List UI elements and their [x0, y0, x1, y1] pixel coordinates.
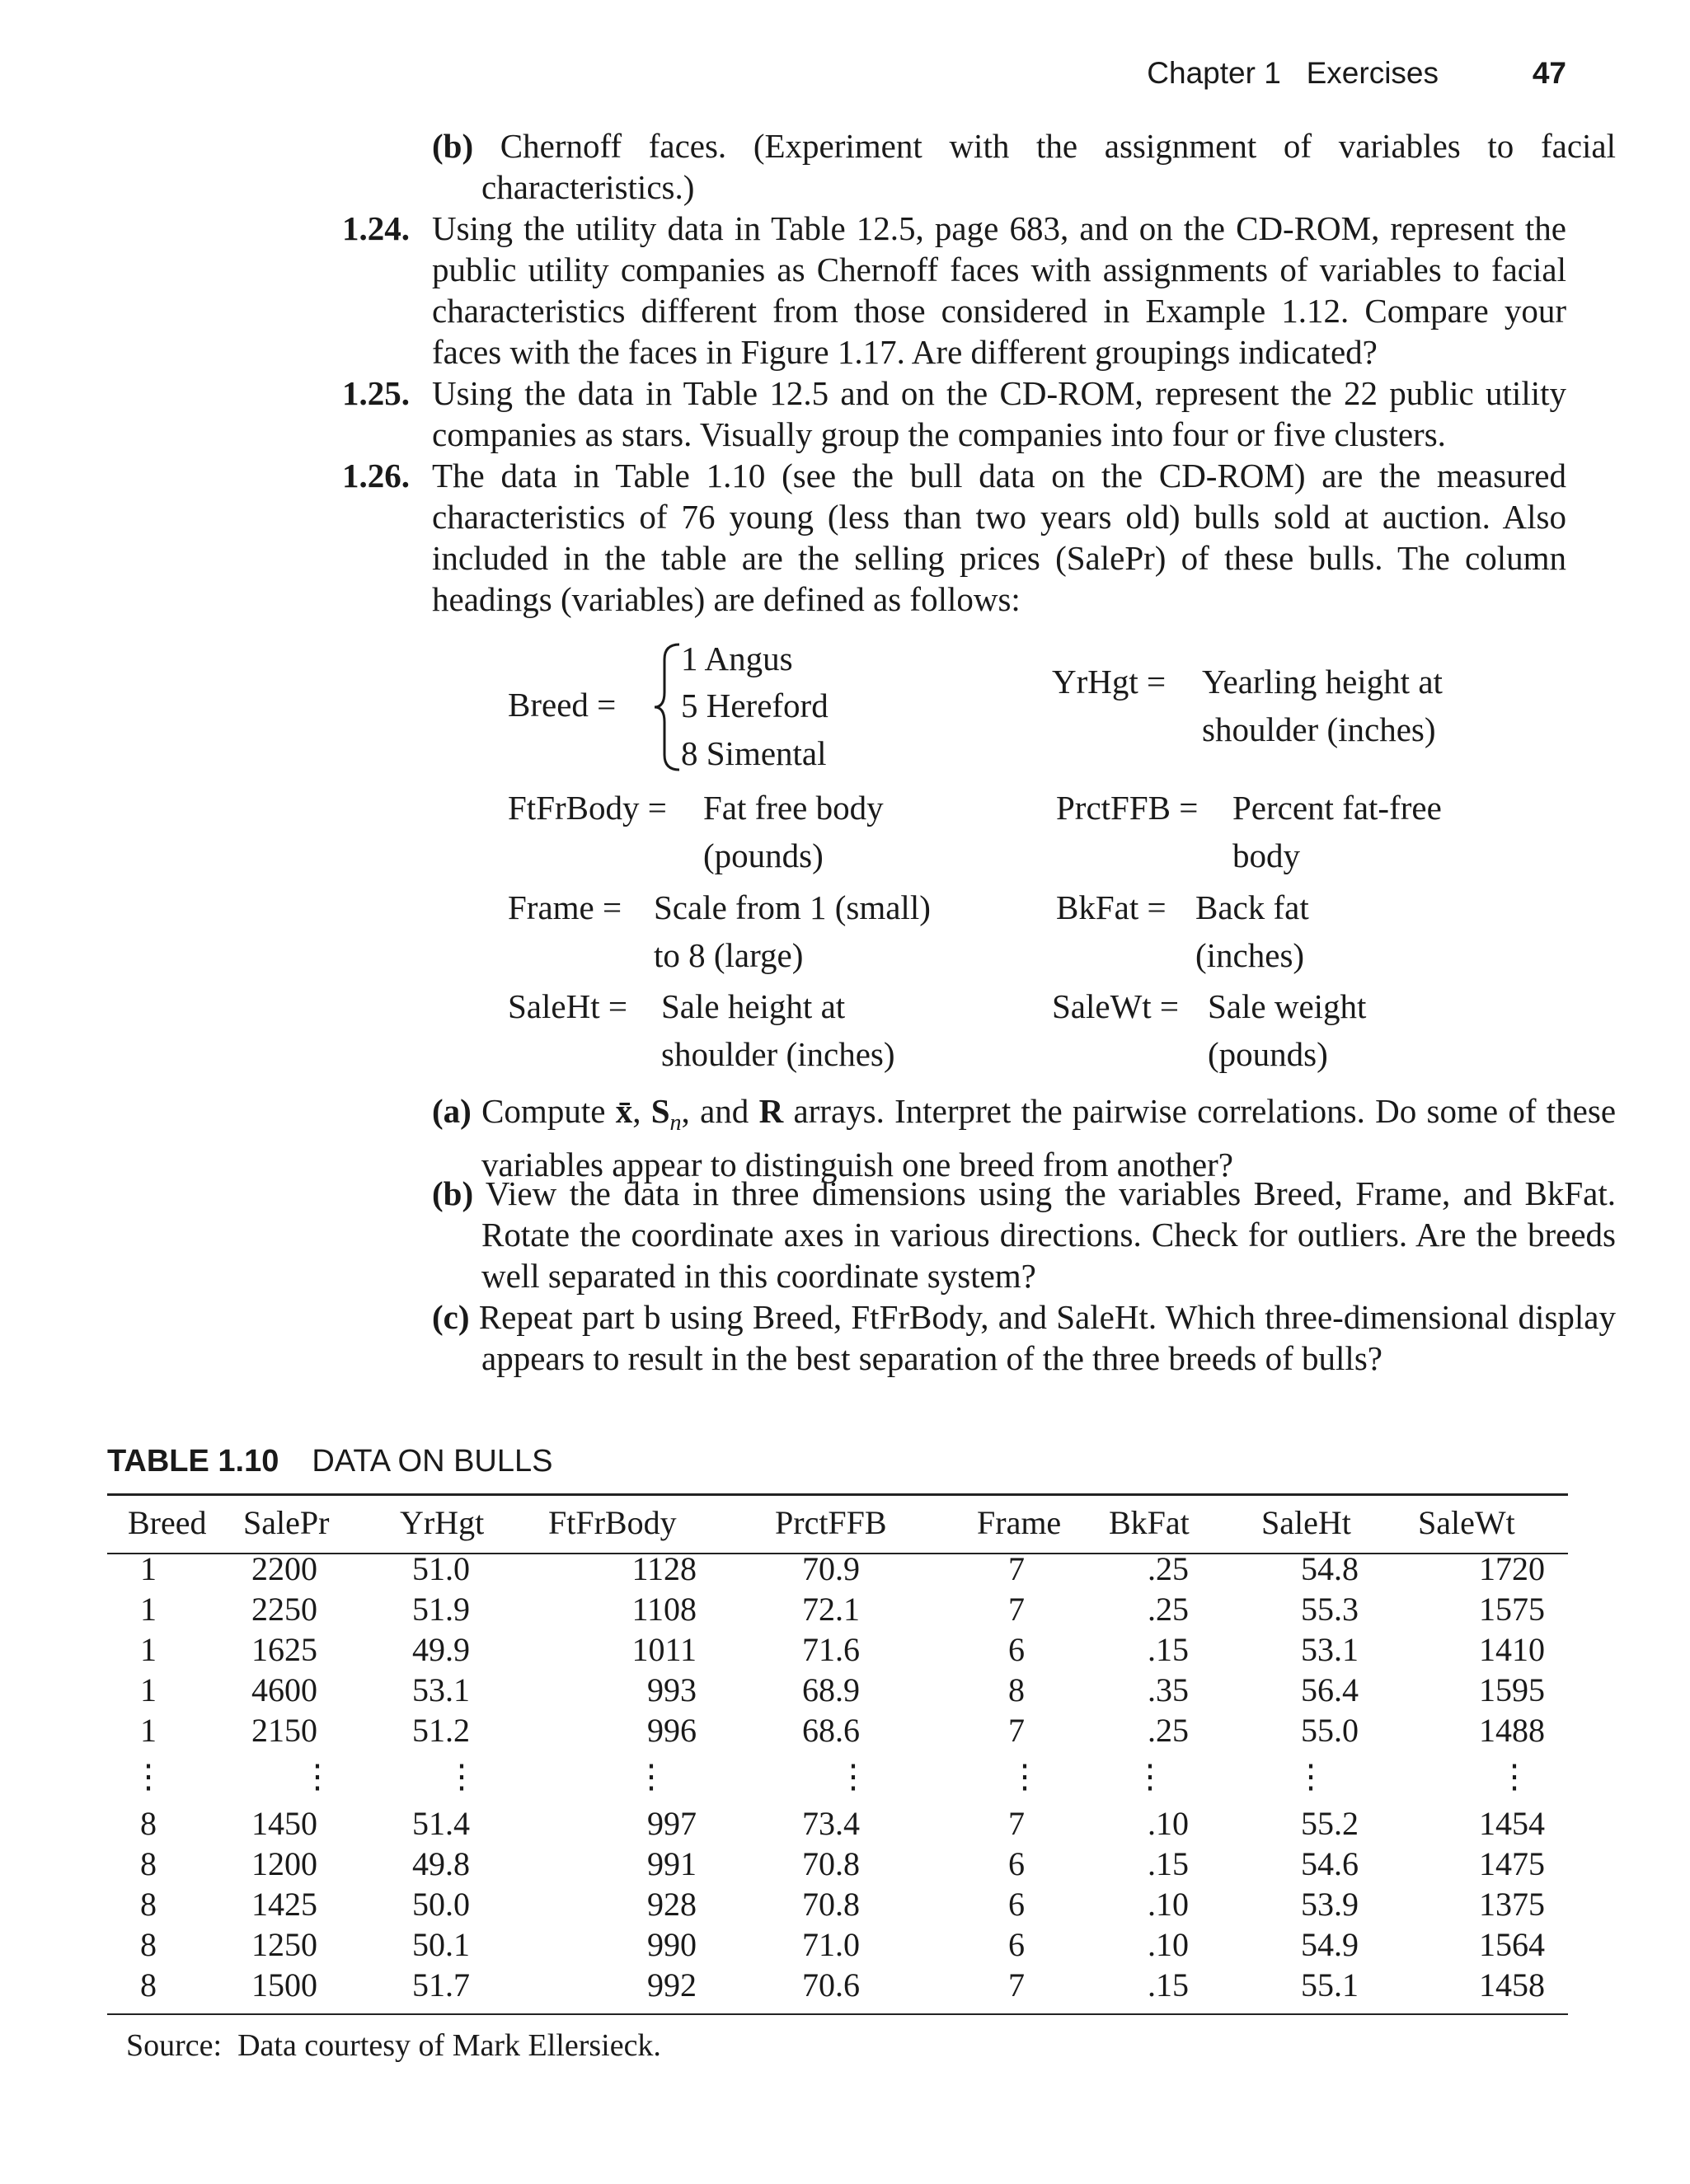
exercise-number-1-24: 1.24. [342, 209, 410, 247]
part-label: (b) [432, 127, 474, 165]
table-cell-bkfat: .25 [1148, 1591, 1189, 1628]
table-cell-ftfrbody: 991 [647, 1845, 697, 1882]
table-row [107, 1965, 1568, 2005]
table-cell-saleht: 56.4 [1301, 1671, 1359, 1708]
part-a-sep-2: , and [681, 1092, 759, 1130]
chapter-title: Chapter 1 Exercises [1147, 56, 1439, 90]
table-cell-salepr: 1625 [251, 1631, 317, 1668]
table-cell-frame: 6 [1008, 1926, 1025, 1963]
bkfat-def-line2: (inches) [1195, 936, 1305, 974]
vertical-ellipsis: ⋮ [1498, 1758, 1531, 1795]
part-b-label: (b) [432, 1174, 474, 1212]
table-cell-prctffb: 70.8 [802, 1886, 860, 1923]
table-cell-ftfrbody: 993 [647, 1671, 697, 1708]
table-cell-bkfat: .15 [1148, 1845, 1189, 1882]
table-cell-prctffb: 68.9 [802, 1671, 860, 1708]
ftfrbody-term: FtFrBody = [508, 789, 667, 827]
frame-def-line2: to 8 (large) [654, 936, 804, 974]
covariance-subscript: n [669, 1110, 682, 1137]
table-caption [107, 1444, 552, 1479]
table-cell-bkfat: .15 [1148, 1966, 1189, 2004]
col-header-bkfat: BkFat [1109, 1503, 1190, 1541]
saleht-def-line2: shoulder (inches) [661, 1035, 895, 1073]
vertical-ellipsis: ⋮ [1134, 1758, 1167, 1795]
table-row [107, 1884, 1568, 1924]
table-cell-salepr: 4600 [251, 1671, 317, 1708]
vertical-ellipsis: ⋮ [445, 1758, 478, 1795]
table-cell-prctffb: 71.0 [802, 1926, 860, 1963]
table-cell-breed: 1 [140, 1712, 157, 1749]
table-cell-ftfrbody: 1011 [631, 1631, 697, 1668]
vertical-ellipsis: ⋮ [1008, 1758, 1041, 1795]
salewt-term: SaleWt = [1052, 987, 1180, 1025]
table-cell-yrhgt: 49.8 [412, 1845, 470, 1882]
table-cell-ftfrbody: 990 [647, 1926, 697, 1963]
table-cell-frame: 7 [1008, 1550, 1025, 1587]
breed-option-angus: 1 Angus [681, 640, 793, 677]
table-row [107, 1549, 1568, 1589]
table-cell-breed: 8 [140, 1805, 157, 1842]
table-cell-salewt: 1564 [1479, 1926, 1545, 1963]
vertical-ellipsis: ⋮ [301, 1758, 334, 1795]
table-cell-saleht: 55.0 [1301, 1712, 1359, 1749]
table-cell-frame: 7 [1008, 1966, 1025, 2004]
col-header-salepr: SalePr [243, 1503, 330, 1541]
table-cell-salepr: 1500 [251, 1966, 317, 2004]
table-cell-breed: 1 [140, 1631, 157, 1668]
col-header-saleht: SaleHt [1261, 1503, 1351, 1541]
table-cell-breed: 1 [140, 1550, 157, 1587]
table-cell-breed: 8 [140, 1886, 157, 1923]
exercise-number-1-25: 1.25. [342, 374, 410, 412]
correlation-symbol: R [758, 1092, 784, 1130]
prctffb-term: PrctFFB = [1056, 789, 1199, 827]
table-cell-prctffb: 68.6 [802, 1712, 860, 1749]
prctffb-def-line2 [1232, 832, 1300, 879]
table-cell-bkfat: .10 [1148, 1886, 1189, 1923]
vertical-ellipsis: ⋮ [1294, 1758, 1327, 1795]
table-cell-frame: 6 [1008, 1845, 1025, 1882]
table-cell-salepr: 2150 [251, 1712, 317, 1749]
table-cell-breed: 8 [140, 1926, 157, 1963]
table-cell-yrhgt: 51.7 [412, 1966, 470, 2004]
salewt-def-line2: (pounds) [1208, 1035, 1328, 1073]
table-source-note: Source: Data courtesy of Mark Ellersieck. [126, 2028, 661, 2063]
table-cell-frame: 8 [1008, 1671, 1025, 1708]
table-cell-yrhgt: 51.4 [412, 1805, 470, 1842]
table-cell-saleht: 53.1 [1301, 1631, 1359, 1668]
table-cell-salepr: 1450 [251, 1805, 317, 1842]
table-cell-salewt: 1410 [1479, 1631, 1545, 1668]
table-cell-ftfrbody: 928 [647, 1886, 697, 1923]
table-cell-ftfrbody: 1128 [631, 1550, 697, 1587]
table-header-row [107, 1496, 1568, 1549]
table-cell-frame: 7 [1008, 1805, 1025, 1842]
table-cell-bkfat: .10 [1148, 1926, 1189, 1963]
data-table [107, 1496, 1568, 2005]
table-row [107, 1670, 1568, 1710]
table-cell-salewt: 1458 [1479, 1966, 1545, 2004]
table-cell-breed: 8 [140, 1966, 157, 2004]
table-cell-breed: 1 [140, 1591, 157, 1628]
vertical-ellipsis: ⋮ [635, 1758, 668, 1795]
table-cell-ftfrbody: 997 [647, 1805, 697, 1842]
table-cell-salepr: 1425 [251, 1886, 317, 1923]
table-cell-yrhgt: 51.9 [412, 1591, 470, 1628]
part-c-label: (c) [432, 1298, 470, 1336]
table-cell-ftfrbody: 992 [647, 1966, 697, 2004]
table-cell-yrhgt: 50.0 [412, 1886, 470, 1923]
exercise-1-26-part-b [432, 1173, 1616, 1296]
table-ellipsis-row [107, 1750, 1568, 1803]
table-cell-prctffb: 70.6 [802, 1966, 860, 2004]
running-header [0, 56, 1566, 97]
table-cell-salewt: 1595 [1479, 1671, 1545, 1708]
table-row [107, 1710, 1568, 1750]
table-cell-prctffb: 72.1 [802, 1591, 860, 1628]
prctffb-def-line2-text: body [1232, 837, 1300, 874]
table-cell-frame: 7 [1008, 1712, 1025, 1749]
bkfat-term: BkFat = [1056, 888, 1167, 926]
mean-vector-symbol: x̄ [615, 1092, 633, 1130]
page-number: 47 [1532, 56, 1566, 90]
table-row [107, 1589, 1568, 1629]
exercise-number-1-26: 1.26. [342, 457, 410, 494]
yrhgt-term: YrHgt = [1052, 663, 1167, 701]
part-a-sep-1: , [632, 1092, 651, 1130]
exercise-1-26-part-a [432, 1090, 1616, 1185]
table-cell-yrhgt: 51.2 [412, 1712, 470, 1749]
exercise-1-25-text: Using the data in Table 12.5 and on the CD-ROM, represent the 22 public utility companies as stars. Visually group the companies into four or five clusters. [432, 374, 1566, 453]
exercise-1-26-part-c [432, 1296, 1616, 1379]
covariance-symbol: S [650, 1092, 670, 1130]
table-cell-ftfrbody: 996 [647, 1712, 697, 1749]
table-cell-salepr: 1200 [251, 1845, 317, 1882]
yrhgt-def-line2: shoulder (inches) [1202, 710, 1436, 748]
table-cell-bkfat: .35 [1148, 1671, 1189, 1708]
prctffb-def-line1: Percent fat-free [1232, 789, 1442, 827]
ftfrbody-def-line2 [703, 832, 824, 879]
table-cell-salepr: 2200 [251, 1550, 317, 1587]
table-cell-yrhgt: 49.9 [412, 1631, 470, 1668]
table-cell-yrhgt: 53.1 [412, 1671, 470, 1708]
bkfat-def-line1: Back fat [1195, 888, 1309, 926]
table-cell-saleht: 55.3 [1301, 1591, 1359, 1628]
table-cell-saleht: 55.1 [1301, 1966, 1359, 2004]
table-row [107, 1844, 1568, 1884]
part-b-text: View the data in three dimensions using the variables Breed, Frame, and BkFat. Rotate the coordinate axes in various directions. Check for outliers. Are the breeds well separated in this coordinate system? [473, 1174, 1616, 1295]
breed-term: Breed = [508, 686, 617, 724]
col-header-salewt: SaleWt [1418, 1503, 1515, 1541]
table-cell-bkfat: .25 [1148, 1712, 1189, 1749]
col-header-ftfrbody: FtFrBody [548, 1503, 677, 1541]
part-a-text-1: Compute [471, 1092, 616, 1130]
table-number: TABLE 1.10 [107, 1444, 279, 1479]
table-cell-bkfat: .15 [1148, 1631, 1189, 1668]
table-cell-prctffb: 70.9 [802, 1550, 860, 1587]
salewt-def-line1: Sale weight [1208, 987, 1367, 1025]
saleht-term: SaleHt = [508, 987, 627, 1025]
table-cell-saleht: 53.9 [1301, 1886, 1359, 1923]
vertical-ellipsis: ⋮ [837, 1758, 870, 1795]
left-brace-icon [651, 641, 684, 773]
table-cell-prctffb: 70.8 [802, 1845, 860, 1882]
table-cell-salewt: 1454 [1479, 1805, 1545, 1842]
table-cell-salewt: 1720 [1479, 1550, 1545, 1587]
table-row [107, 1629, 1568, 1670]
exercise-1-26-text: The data in Table 1.10 (see the bull data on the CD-ROM) are the measured characteristics of 76 young (less than two years old) bulls sold at auction. Also included in the table are the selling prices (SalePr) of these bulls. The column headings (variables) are defined as follows: [432, 457, 1566, 618]
table-bottom-rule [107, 2013, 1568, 2015]
exercise-1-24-text: Using the utility data in Table 12.5, page 683, and on the CD-ROM, represent the public utility companies as Chernoff faces with assignments of variables to facial characteristics different from those considered in Example 1.12. Compare your faces with the faces in Figure 1.17. Are different groupings indicated? [432, 209, 1566, 371]
table-cell-frame: 6 [1008, 1886, 1025, 1923]
yrhgt-def-line1: Yearling height at [1202, 663, 1443, 701]
table-cell-bkfat: .25 [1148, 1550, 1189, 1587]
saleht-def-line1: Sale height at [661, 987, 846, 1025]
table-cell-yrhgt: 51.0 [412, 1550, 470, 1587]
breed-option-hereford: 5 Hereford [681, 687, 829, 724]
part-c-text: Repeat part b using Breed, FtFrBody, and SaleHt. Which three-dimensional display appears to result in the best separation of the three breeds of bulls? [469, 1298, 1616, 1377]
breed-option-simental: 8 Simental [681, 734, 827, 772]
part-text: Chernoff faces. (Experiment with the assignment of variables to facial characteristics.) [473, 127, 1616, 206]
table-cell-ftfrbody: 1108 [631, 1591, 697, 1628]
table-cell-prctffb: 71.6 [802, 1631, 860, 1668]
table-cell-saleht: 54.9 [1301, 1926, 1359, 1963]
table-cell-salepr: 1250 [251, 1926, 317, 1963]
table-cell-saleht: 55.2 [1301, 1805, 1359, 1842]
table-title: DATA ON BULLS [312, 1444, 553, 1479]
part-a-text-2: arrays. Interpret the pairwise correlations. Do some of these variables appear to distinguish one breed from another? [481, 1092, 1617, 1184]
frame-term: Frame = [508, 888, 622, 926]
table-cell-salewt: 1575 [1479, 1591, 1545, 1628]
table-cell-frame: 7 [1008, 1591, 1025, 1628]
table-cell-salewt: 1475 [1479, 1845, 1545, 1882]
table-cell-prctffb: 73.4 [802, 1805, 860, 1842]
table-cell-frame: 6 [1008, 1631, 1025, 1668]
col-header-yrhgt: YrHgt [400, 1503, 485, 1541]
table-row [107, 1924, 1568, 1965]
table-cell-yrhgt: 50.1 [412, 1926, 470, 1963]
vertical-ellipsis: ⋮ [132, 1758, 165, 1795]
col-header-breed: Breed [128, 1503, 207, 1541]
col-header-prctffb: PrctFFB [775, 1503, 887, 1541]
part-a-label: (a) [432, 1092, 472, 1130]
ftfrbody-def-line1: Fat free body [703, 789, 884, 827]
table-cell-salewt: 1375 [1479, 1886, 1545, 1923]
table-cell-saleht: 54.8 [1301, 1550, 1359, 1587]
table-body [107, 1549, 1568, 2005]
col-header-frame: Frame [977, 1503, 1062, 1541]
table-cell-salewt: 1488 [1479, 1712, 1545, 1749]
table-row [107, 1803, 1568, 1844]
table-cell-salepr: 2250 [251, 1591, 317, 1628]
frame-def-line1: Scale from 1 (small) [654, 888, 931, 926]
table-cell-breed: 1 [140, 1671, 157, 1708]
ftfrbody-def-line2-text: (pounds) [703, 837, 824, 874]
table-cell-saleht: 54.6 [1301, 1845, 1359, 1882]
table-cell-bkfat: .10 [1148, 1805, 1189, 1842]
exercise-1-23-part-b [432, 125, 1616, 208]
table-cell-breed: 8 [140, 1845, 157, 1882]
